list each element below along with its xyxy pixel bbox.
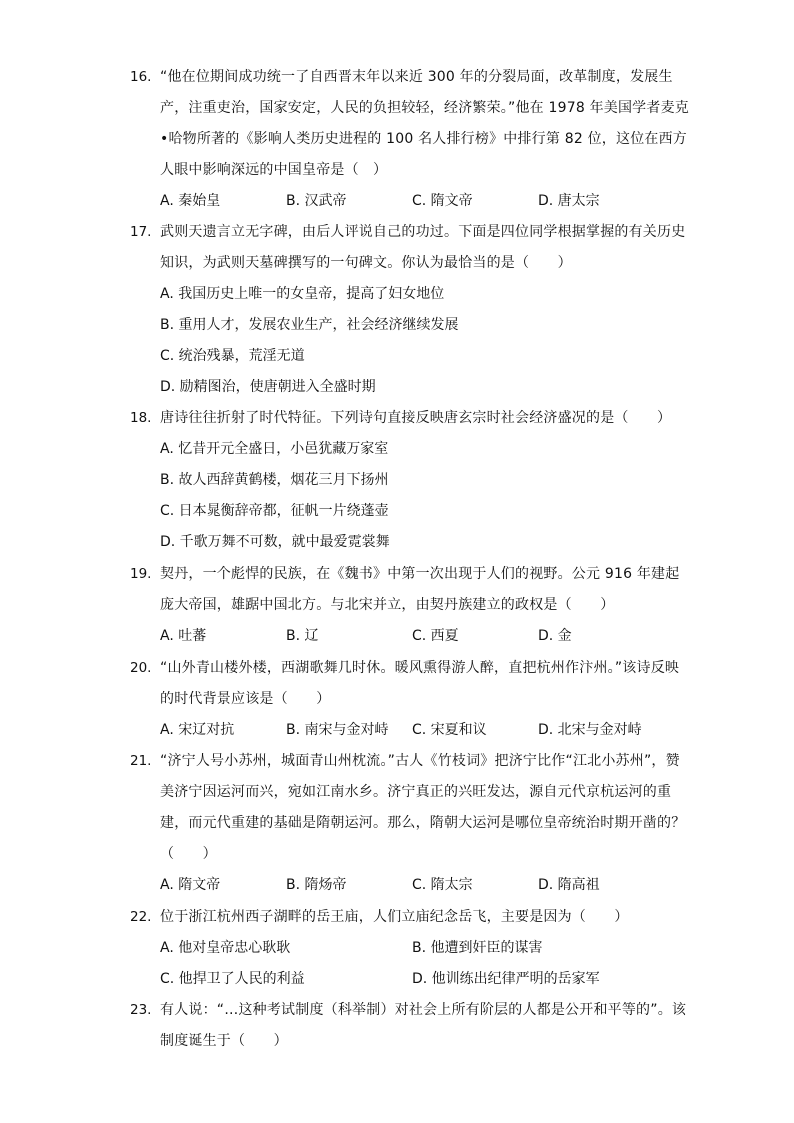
option-a: A. 我国历史上唯一的女皇帝，提高了妇女地位	[160, 286, 445, 302]
question-number: 22.	[130, 909, 152, 925]
question-stem	[130, 995, 690, 1057]
question-text: “济宁人号小苏州，城面青山州枕流。”古人《竹枝词》把济宁比作“江北小苏州”，赞美济宁因运河而兴，宛如江南水乡。济宁真正的兴旺发达，源自元代京杭运河的重建，而元代重建的基础是隋朝运河。那么，隋朝大运河是哪位皇帝统治时期开凿的？（ ）	[160, 753, 686, 862]
option-c: C. 隋太宗	[412, 877, 473, 893]
question-number: 17.	[130, 224, 152, 240]
question-17	[130, 217, 690, 403]
options-row	[160, 870, 690, 901]
question-text: 有人说：“…这种考试制度（科举制）对社会上所有阶层的人都是公开和平等的”。该制度诞生于（ ）	[160, 1002, 687, 1049]
option-b: B. 故人西辞黄鹤楼，烟花三月下扬州	[160, 472, 389, 488]
question-number: 23.	[130, 1002, 152, 1018]
option-d: D. 金	[538, 628, 572, 644]
question-text: 契丹，一个彪悍的民族，在《魏书》中第一次出现于人们的视野。公元 916 年建起庞大帝国，雄踞中国北方。与北宋并立，由契丹族建立的政权是（ ）	[160, 566, 680, 613]
option-b: B. 汉武帝	[286, 193, 347, 209]
question-22	[130, 902, 690, 995]
option-d: D. 他训练出纪律严明的岳家军	[412, 971, 600, 987]
options-row	[160, 715, 690, 746]
option-a: A. 他对皇帝忠心耿耿	[160, 940, 291, 956]
options-list	[160, 279, 690, 403]
option-b: B. 辽	[286, 628, 319, 644]
option-a: A. 忆昔开元全盛日，小邑犹藏万家室	[160, 441, 389, 457]
option-a: A. 宋辽对抗	[160, 722, 235, 738]
options-row	[160, 186, 690, 217]
question-number: 21.	[130, 753, 152, 769]
question-stem	[130, 653, 690, 715]
option-d: D. 千歌万舞不可数，就中最爱霓裳舞	[160, 534, 390, 550]
option-a: A. 隋文帝	[160, 877, 221, 893]
question-text: “他在位期间成功统一了自西晋末年以来近 300 年的分裂局面，改革制度，发展生产，注重吏治，国家安定，人民的负担较轻，经济繁荣。”他在 1978 年美国学者麦克•哈物所著的《影响人类历史进程的 100 名人排行榜》中排行第 82 位，这位在西方人眼中影响深远的中国皇帝是（ ）	[160, 69, 689, 178]
question-text: 唐诗往往折射了时代特征。下列诗句直接反映唐玄宗时社会经济盛况的是（ ）	[160, 410, 672, 426]
option-c: C. 他捍卫了人民的利益	[160, 971, 305, 987]
question-20	[130, 653, 690, 746]
question-16	[130, 62, 690, 217]
question-number: 19.	[130, 566, 152, 582]
question-stem	[130, 559, 690, 621]
question-number: 16.	[130, 69, 152, 85]
question-stem	[130, 217, 690, 279]
options-grid	[160, 933, 690, 995]
question-text: 位于浙江杭州西子湖畔的岳王庙，人们立庙纪念岳飞，主要是因为（ ）	[160, 909, 629, 925]
option-a: A. 秦始皇	[160, 193, 221, 209]
question-number: 18.	[130, 410, 152, 426]
option-d: D. 唐太宗	[538, 193, 600, 209]
option-b: B. 他遭到奸臣的谋害	[412, 940, 543, 956]
option-c: C. 隋文帝	[412, 193, 473, 209]
option-b: B. 隋炀帝	[286, 877, 347, 893]
option-c: C. 宋夏和议	[412, 722, 487, 738]
options-row	[160, 621, 690, 652]
question-stem	[130, 62, 690, 186]
question-21	[130, 746, 690, 901]
question-stem	[130, 403, 690, 434]
question-19	[130, 559, 690, 652]
option-c: C. 日本晁衡辞帝都，征帆一片绕蓬壶	[160, 503, 389, 519]
question-number: 20.	[130, 660, 152, 676]
option-c: C. 西夏	[412, 628, 459, 644]
question-18	[130, 403, 690, 558]
option-a: A. 吐蕃	[160, 628, 207, 644]
option-b: B. 重用人才，发展农业生产，社会经济继续发展	[160, 317, 459, 333]
question-stem	[130, 902, 690, 933]
option-d: D. 隋高祖	[538, 877, 600, 893]
question-stem	[130, 746, 690, 870]
question-text: “山外青山楼外楼，西湖歌舞几时休。暖风熏得游人醉，直把杭州作汴州。”该诗反映的时代背景应该是（ ）	[160, 660, 680, 707]
question-text: 武则天遗言立无字碑，由后人评说自己的功过。下面是四位同学根据掌握的有关历史知识，为武则天墓碑撰写的一句碑文。你认为最恰当的是（ ）	[160, 224, 686, 271]
option-d: D. 励精图治，使唐朝进入全盛时期	[160, 379, 376, 395]
options-list	[160, 434, 690, 558]
option-d: D. 北宋与金对峙	[538, 722, 642, 738]
option-b: B. 南宋与金对峙	[286, 722, 389, 738]
option-c: C. 统治残暴，荒淫无道	[160, 348, 305, 364]
question-23	[130, 995, 690, 1057]
